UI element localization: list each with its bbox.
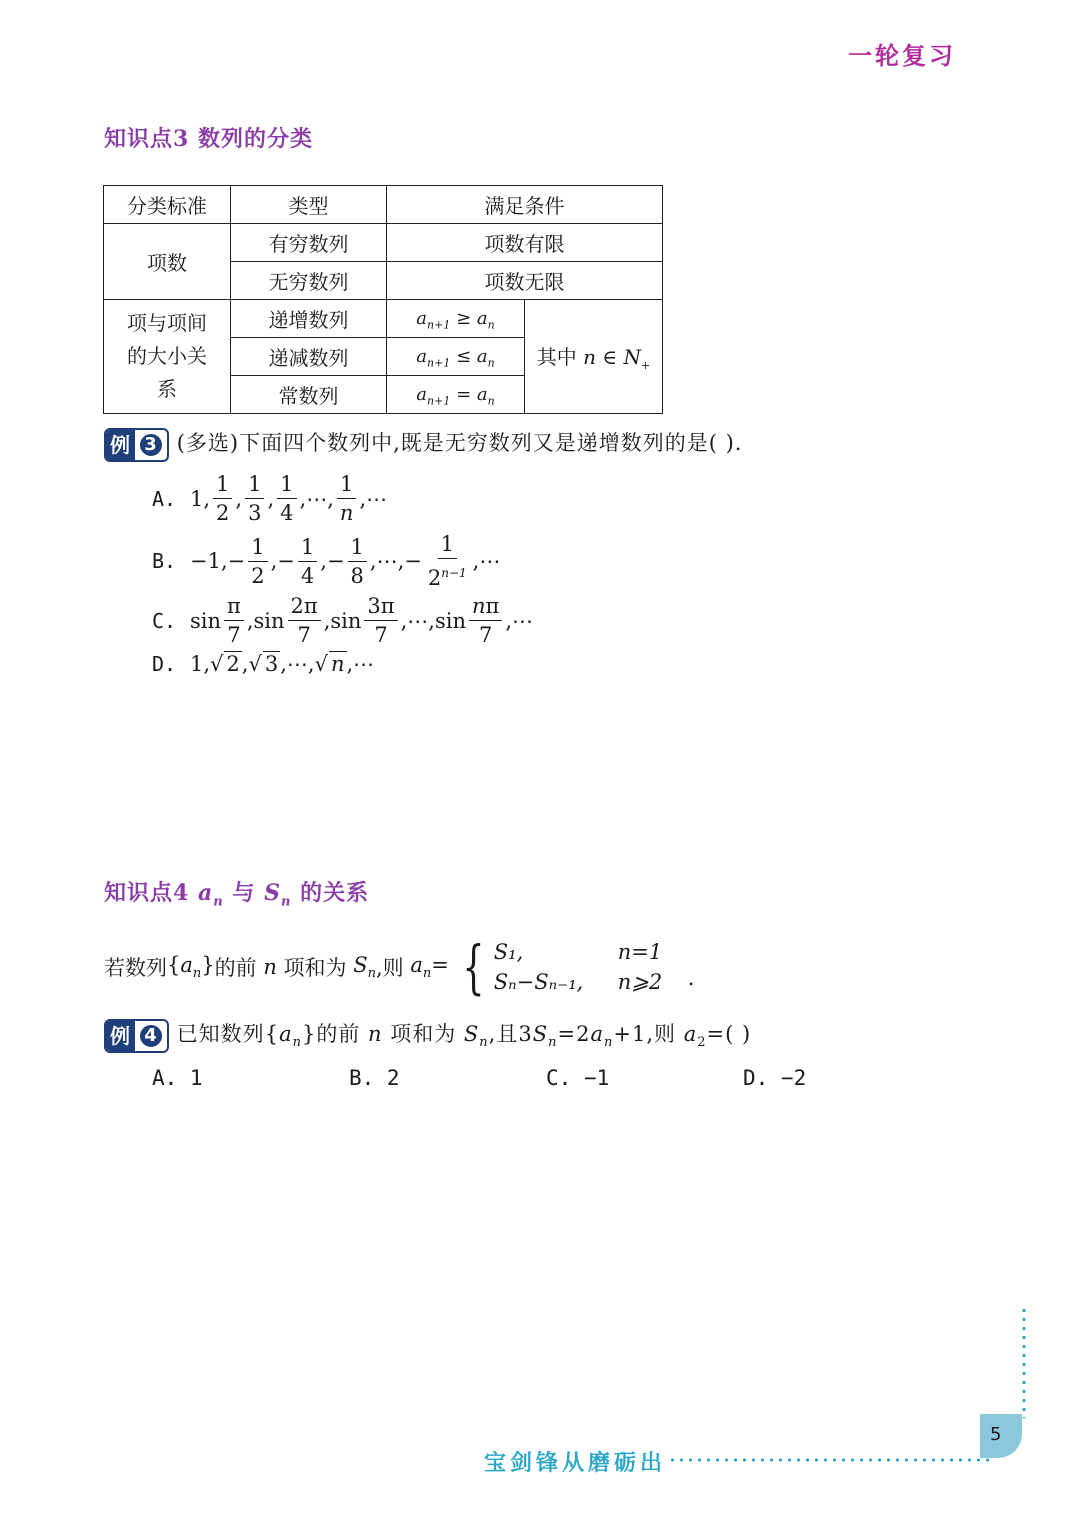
page-number: 5 [990, 1424, 1002, 1445]
table-header-cell: 类型 [231, 186, 387, 224]
example-badge: 例 4 [104, 1019, 169, 1053]
table-header-row [104, 186, 663, 224]
table-cell: 无穷数列 [231, 262, 387, 300]
piecewise-cases: S₁, n=1 Sₙ−Sₙ₋₁, n⩾2 [493, 940, 663, 994]
option-a[interactable]: A. 1, $\frac{1}{2}$ , $\frac{1}{3}$ , $\frac{1}{4}$ ,⋯, $\frac{1}{n}$ ,⋯ [152, 472, 388, 525]
condition-formula: $a_{n+1} = a_n$ [387, 376, 525, 414]
table-row [104, 224, 663, 262]
option-b[interactable]: B. 2 [349, 1066, 400, 1090]
condition-formula: $a_{n+1} \ge a_n$ [387, 300, 525, 338]
option-d[interactable]: D. 1,√ 2,√ 3,⋯,√ n,⋯ [152, 652, 375, 676]
group-label-line: 项与项间 [127, 311, 207, 335]
option-a[interactable]: A. 1 [152, 1066, 203, 1090]
table-cell: 常数列 [231, 376, 387, 414]
example-badge: 例 3 [104, 428, 169, 462]
example-4-question: 例 4 已知数列$\{a_n\}$的前 n 项和为 $S_n$,且$3S_n=2a_n+1$,则 $a_2=$( ) [104, 1018, 751, 1053]
option-d[interactable]: D. −2 [743, 1066, 807, 1090]
table-cell: 项数有限 [387, 224, 663, 262]
option-c[interactable]: C. −1 [546, 1066, 610, 1090]
table-header-cell: 分类标准 [104, 186, 231, 224]
table-group-label [104, 300, 231, 414]
kp4-title: 知识点4 $a_n$ 与 $S_n$ 的关系 [104, 880, 370, 910]
table-row [104, 300, 663, 338]
table-cell: 递增数列 [231, 300, 387, 338]
group-label-line: 系 [157, 377, 177, 401]
footer-slogan: 宝剑锋从磨砺出 [484, 1451, 667, 1476]
an-sn-relation: 若数列 $\{a_n\}$ 的前 n 项和为 $S_n$ ,则 $a_n=$ { S₁, n=1 Sₙ−Sₙ₋₁, n⩾2 . [104, 933, 695, 1001]
footer-dots-horizontal [668, 1458, 990, 1462]
table-group-label: 项数 [104, 224, 231, 300]
group-label-line: 的大小关 [127, 344, 207, 368]
table-header-cell: 满足条件 [387, 186, 663, 224]
kp3-title: 知识点3 数列的分类 [104, 126, 313, 152]
table-cell: 递减数列 [231, 338, 387, 376]
footer-dots-vertical [1022, 1306, 1026, 1418]
table-note: 其中 n ∈ $N_+$ [525, 300, 663, 414]
option-c[interactable]: C. sin $\frac{\pi}{7}$ ,sin $\frac{2\pi}{7}$ ,sin $\frac{3\pi}{7}$ ,⋯,sin $\frac{n\pi}{7}$ ,⋯ [152, 594, 533, 647]
example-3-question: 例 3 (多选)下面四个数列中,既是无穷数列又是递增数列的是( ). [104, 427, 742, 462]
option-b[interactable]: B. −1,− $\frac{1}{2}$ ,− $\frac{1}{4}$ ,− $\frac{1}{8}$ ,⋯,− $\frac{1}{2^{n-1}}$ ,⋯ [152, 532, 501, 590]
classification-table [103, 185, 663, 414]
condition-formula: $a_{n+1} \le a_n$ [387, 338, 525, 376]
header-title: 一轮复习 [848, 41, 956, 70]
table-cell: 有穷数列 [231, 224, 387, 262]
table-cell: 项数无限 [387, 262, 663, 300]
cases-brace: { [462, 933, 485, 1001]
